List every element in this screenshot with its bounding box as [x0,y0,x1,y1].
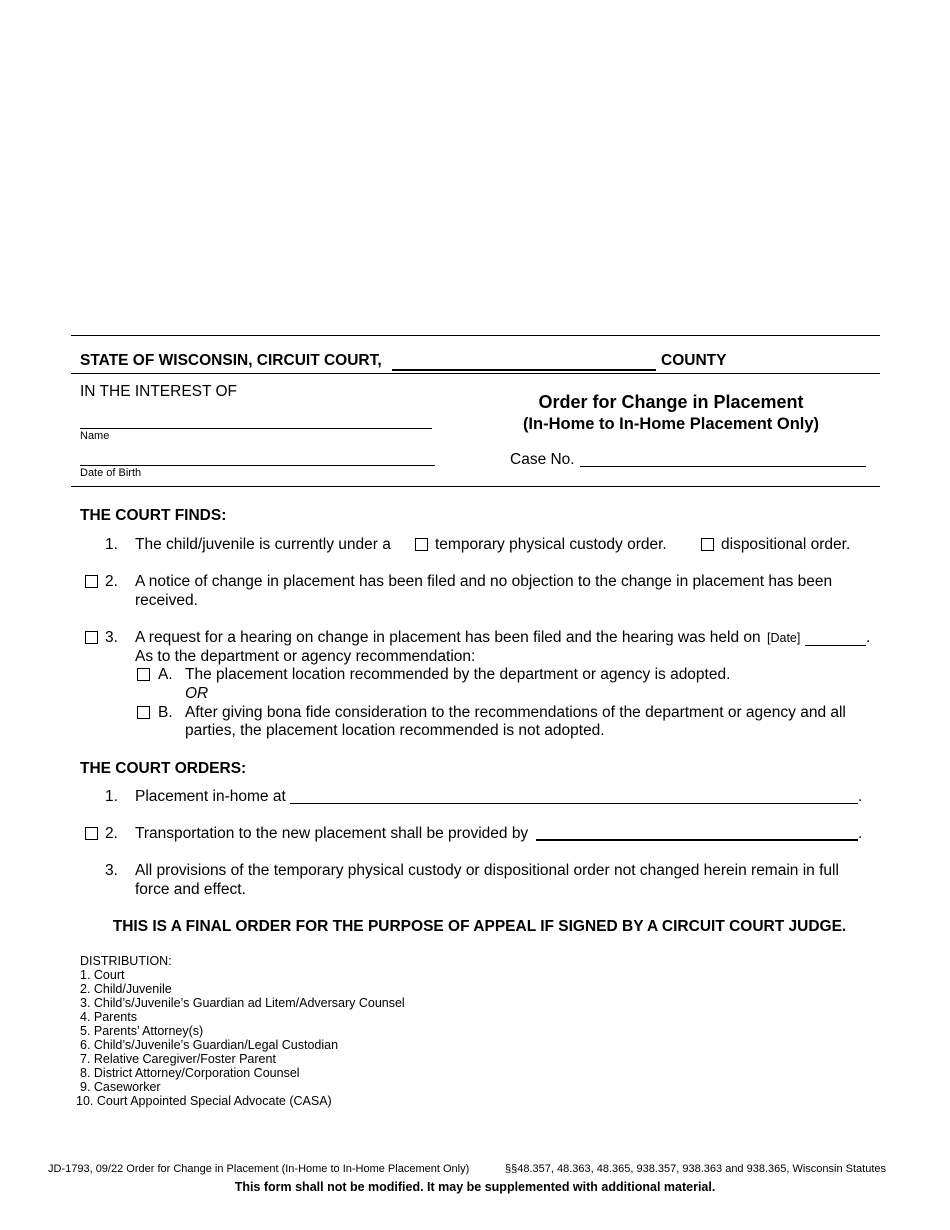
footer-notice: This form shall not be modified. It may be supplemented with additional material. [234,1180,716,1194]
order-2-text: Transportation to the new placement shall be provided by [135,825,529,842]
findings-heading: THE COURT FINDS: [80,507,227,524]
order-2-period: . [858,825,863,842]
name-label: Name [80,430,110,442]
finding-3-line2: As to the department or agency recommendation: [135,648,476,665]
finding-1-number: 1. [105,536,118,553]
case-no-label: Case No. [510,451,575,468]
finding-1-text: The child/juvenile is currently under a [135,536,391,553]
finding-2-number: 2. [105,573,118,590]
option-a-text: The placement location recommended by the department or agency is adopted. [185,666,731,683]
court-line: STATE OF WISCONSIN, CIRCUIT COURT, [80,352,382,369]
order-3-line1: All provisions of the temporary physical custody or dispositional order not changed herein remain in full [135,862,839,879]
distribution-item: 3. Child’s/Juvenile’s Guardian ad Litem/Adversary Counsel [80,996,405,1010]
name-field[interactable] [80,428,432,429]
temporary-custody-checkbox[interactable] [415,538,428,551]
distribution-item: 10. Court Appointed Special Advocate (CASA) [76,1094,332,1108]
form-title: Order for Change in Placement [538,392,804,412]
distribution-item: 4. Parents [80,1010,137,1024]
footer-statutes: §§48.357, 48.363, 48.365, 938.357, 938.363 and 938.365, Wisconsin Statutes [505,1163,887,1175]
hearing-date-period: . [866,629,871,646]
dob-label: Date of Birth [80,467,142,479]
order-1-period: . [858,788,863,805]
finding-2-line1: A notice of change in placement has been filed and no objection to the change in placement has been [135,573,833,590]
distribution-item: 2. Child/Juvenile [80,982,172,996]
order-3-number: 3. [105,862,118,879]
dispositional-order-label: dispositional order. [721,536,851,553]
county-field[interactable] [392,369,656,371]
temporary-custody-label: temporary physical custody order. [435,536,667,553]
finding-3-checkbox[interactable] [85,631,98,644]
or-separator: OR [185,685,209,702]
option-a-label: A. [158,666,173,683]
order-3-line2: force and effect. [135,881,246,898]
dispositional-order-checkbox[interactable] [701,538,714,551]
interest-of-label: IN THE INTEREST OF [80,383,238,400]
order-2-number: 2. [105,825,118,842]
option-b-line2: parties, the placement location recommended is not adopted. [185,722,605,739]
option-a-checkbox[interactable] [137,668,150,681]
form-subtitle: (In-Home to In-Home Placement Only) [522,415,820,433]
distribution-item: 5. Parents’ Attorney(s) [80,1024,204,1038]
finding-2-checkbox[interactable] [85,575,98,588]
transportation-provider-field[interactable] [536,839,858,841]
hearing-date-field[interactable] [805,645,866,646]
finding-3-number: 3. [105,629,118,646]
order-1-text: Placement in-home at [135,788,286,805]
dob-field[interactable] [80,465,435,466]
order-2-checkbox[interactable] [85,827,98,840]
option-b-line1: After giving bona fide consideration to the recommendations of the department or agency and all [185,704,846,721]
header-bottom-rule [71,486,880,487]
distribution-item: 9. Caseworker [80,1080,161,1094]
option-b-checkbox[interactable] [137,706,150,719]
finding-2-line2: received. [135,592,198,609]
distribution-item: 7. Relative Caregiver/Foster Parent [80,1052,276,1066]
case-no-field[interactable] [580,466,866,467]
distribution-item: 6. Child’s/Juvenile’s Guardian/Legal Custodian [80,1038,339,1052]
final-order-notice: THIS IS A FINAL ORDER FOR THE PURPOSE OF APPEAL IF SIGNED BY A CIRCUIT COURT JUDGE. [112,918,847,935]
distribution-item: 1. Court [80,968,125,982]
finding-3-line1: A request for a hearing on change in placement has been filed and the hearing was held on [135,629,761,646]
distribution-item: 8. District Attorney/Corporation Counsel [80,1066,300,1080]
order-1-number: 1. [105,788,118,805]
header-rule [71,373,880,374]
distribution-heading: DISTRIBUTION: [80,954,172,968]
option-b-label: B. [158,704,173,721]
county-label: COUNTY [661,352,727,369]
footer-form-id: JD-1793, 09/22 Order for Change in Placement (In-Home to In-Home Placement Only) [48,1163,470,1175]
placement-address-field[interactable] [290,803,858,804]
orders-heading: THE COURT ORDERS: [80,760,247,777]
hearing-date-tag: [Date] [767,631,801,645]
top-rule [71,335,880,336]
